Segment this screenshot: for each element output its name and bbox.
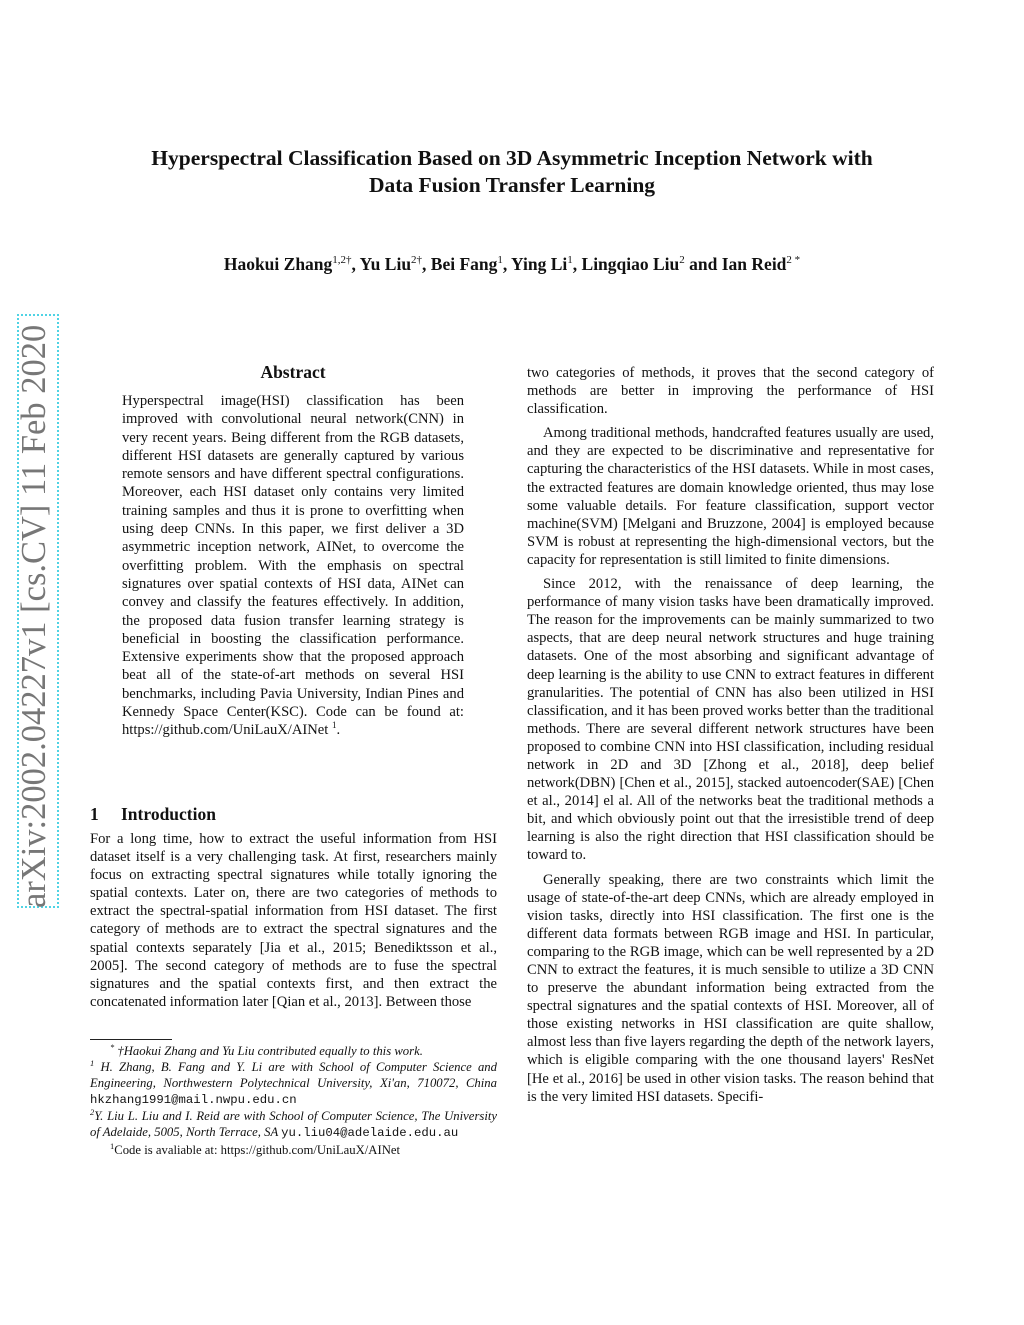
section-title: Introduction	[121, 804, 216, 824]
paragraph: Generally speaking, there are two constraints which limit the usage of state-of-the-art deep CNNs, which are already employed in vision tasks, directly into HSI classification. The first one is the different data formats between RGB image and HSI. In particular, comparing to the RGB image, which can be well represented by a 2D CNN to extract the features, it is much sensible to utilize a 3D CNN to preserve the abundant information being extracted from the spectral signatures and the spatial contexts of HSI. Moreover, all of those existing networks in HSI classification are quite shallow, almost less than five layers regarding the depth of the network layers, which is eligible comparing with the one thousand layers' ResNet [He et al., 2016] be used in other vision tasks. The reason behind that is the very limited HSI datasets. Specifi-	[527, 871, 934, 1105]
period: .	[336, 722, 341, 739]
footnote-mark: 1	[110, 1140, 115, 1151]
separator: ,	[422, 254, 427, 274]
abstract-body	[122, 392, 464, 740]
footnote-code	[90, 1142, 497, 1158]
footnote-text: †Haokui Zhang and Yu Liu contributed equally to this work.	[117, 1044, 423, 1058]
author-name: Lingqiao Liu	[581, 254, 680, 274]
title-line-1: Hyperspectral Classification Based on 3D Asymmetric Inception Network with	[151, 146, 873, 170]
footnote-affiliation-1	[90, 1059, 497, 1108]
footnote-equal-contribution	[90, 1043, 497, 1059]
paper-title	[0, 145, 1024, 199]
paragraph: two categories of methods, it proves that the second category of methods are better in improving the performance of HSI classification.	[527, 365, 934, 418]
footnote-mark: *	[110, 1042, 115, 1052]
paragraph: For a long time, how to extract the useful information from HSI dataset itself is a very challenging task. At first, researchers mainly focus on extracting spectral signatures while totally ignoring the spatial contexts. Later on, there are two categories of methods to extract the spectral-spatial information from HSI dataset. The first category of methods are to extract the spectral signatures and the spatial contexts separately [Jia et al., 2015; Benediktsson et al., 2005]. The second category of methods are to fuse the spectral signatures and the spatial contexts first, and then extract the concatenated information later [Qian et al., 2013]. Between those	[90, 831, 497, 1010]
author-affiliation-mark: 1,2†	[332, 254, 352, 266]
footnote-mark: 2	[90, 1107, 95, 1118]
arxiv-stamp[interactable]: arXiv:2002.04227v1 [cs.CV] 11 Feb 2020	[15, 324, 53, 908]
email-link[interactable]: hkzhang1991@mail.nwpu.edu.cn	[90, 1093, 297, 1108]
separator: and	[689, 254, 718, 274]
paragraph: Since 2012, with the renaissance of deep learning, the performance of many vision tasks have been dramatically improved. The reason for the improvements can be mainly summarized to two aspects, that are deep neural network structures and huge training datasets. One of the most absorbing and significant advantage of deep learning is the ability to use CNN to extract features in different granularities. The potential of CNN has also been utilized in HSI classification, and it has been proved works better than the traditional methods. There are several different network structures have been proposed to combine CNN into HSI classification, including residual network in 2D and 3D [Zhong et al., 2018], deep belief network(DBN) [Chen et al., 2015], stacked autoencoder(SAE) [Chen et al., 2014] el al. All of the networks beat the traditional methods a bit, and which obviously point out that the irresistible trend of deep learning is also the right direction that HSI classification should be toward to.	[527, 576, 934, 864]
author-affiliation-mark: 1	[567, 254, 573, 266]
paragraph: Among traditional methods, handcrafted features usually are used, and they are expected to be discriminative and representative for capturing the characteristics of the HSI datasets. While in most cases, the extracted features are domain knowledge oriented, thus may lose some valuable details. For feature classification, support vector machine(SVM) [Melgani and Bruzzone, 2004] is employed because SVM is robust at representing the high-dimensional vectors, but the capacity for representation is still limited to finite dimensions.	[527, 425, 934, 568]
author-affiliation-mark: 2	[679, 254, 685, 266]
footnote-mark: 1	[331, 720, 337, 731]
title-line-2: Data Fusion Transfer Learning	[368, 173, 656, 197]
separator: ,	[502, 254, 508, 274]
author-name: Haokui Zhang	[223, 254, 333, 274]
author-list	[0, 253, 1024, 275]
abstract-heading: Abstract	[260, 362, 326, 382]
footnote-mark: 1	[90, 1058, 95, 1069]
section-heading	[90, 803, 216, 825]
author-affiliation-mark: 1	[497, 254, 503, 266]
footnote-text: Code is avaliable at: https://github.com/UniLauX/AINet	[114, 1142, 401, 1157]
left-column-text	[90, 830, 497, 1011]
author-affiliation-mark: 2†	[411, 254, 423, 266]
right-column-text	[527, 364, 934, 1106]
author-name: Ian Reid	[721, 254, 787, 274]
email-link[interactable]: yu.liu04@adelaide.edu.au	[281, 1126, 459, 1141]
abstract-text: Hyperspectral image(HSI) classification has been improved with convolutional neural network(CNN) in very recent years. Being different from the RGB datasets, different HSI datasets are generally captured by various remote sensors and have different spectral configurations. Moreover, each HSI dataset only contains very limited training samples and thus it is prone to overfitting when using deep CNNs. In this paper, we first deliver a 3D asymmetric inception network, AINet, to overcome the overfitting problem. With the emphasis on spectral signatures over spatial contexts of HSI data, AINet can convey and classify the features effectively. In addition, the proposed data fusion transfer learning strategy is beneficial in boosting the classification performance. Extensive experiments show that the proposed approach beat all of the state-of-art methods on several HSI benchmarks, including Pavia University, Indian Pines and Kennedy Space Center(KSC). Code can be found at: https://github.com/UniLauX/AINet	[122, 393, 464, 739]
section-number: 1	[90, 804, 99, 824]
footnotes	[90, 1043, 497, 1158]
author-name: Bei Fang	[430, 254, 498, 274]
footnote-text: Y. Liu L. Liu and I. Reid are with School of Computer Science, The University of Adelaide, 5005, North Terrace, SA	[90, 1109, 497, 1140]
footnote-affiliation-2	[90, 1108, 497, 1141]
author-affiliation-mark: 2 *	[786, 254, 801, 266]
author-name: Yu Liu	[359, 254, 412, 274]
author-name: Ying Li	[511, 254, 568, 274]
footnote-text: H. Zhang, B. Fang and Y. Li are with School of Computer Science and Engineering, Northwestern Polytechnical University, Xi'an, 710072, China	[90, 1060, 497, 1091]
footnote-rule	[90, 1039, 172, 1040]
separator: ,	[572, 254, 578, 274]
separator: ,	[351, 254, 356, 274]
